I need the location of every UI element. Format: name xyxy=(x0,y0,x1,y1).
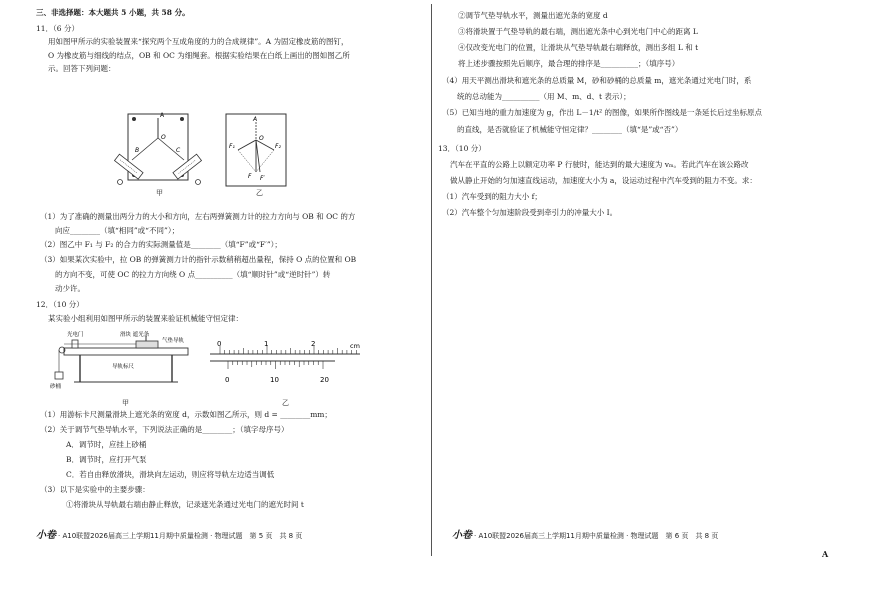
q12-step1: ①将滑块从导轨最右端由静止释放，记录遮光条通过光电门的遮光时间 t xyxy=(66,500,304,509)
q12-option-a: A．调节时，应挂上砂桶 xyxy=(66,440,147,449)
label-B: B xyxy=(135,147,140,154)
footer-logo: 小卷 xyxy=(452,530,472,541)
vernier-tick-label: 10 xyxy=(270,376,279,384)
vernier-tick-label: 0 xyxy=(225,376,230,384)
main-scale xyxy=(220,346,356,354)
caliper-unit: cm xyxy=(350,342,360,350)
q12-option-c: C．若自由释放滑块，滑块向左运动，则应将导轨左边适当调低 xyxy=(66,470,275,479)
q11-intro-line1: 用如图甲所示的实验装置来“探究两个互成角度的力的合成规律”。A 为固定橡皮筋的图钉， xyxy=(48,37,349,46)
q11-fig-yi-caption: 乙 xyxy=(256,189,263,197)
step-2: ②调节气垫导轨水平，测量出遮光条的宽度 d xyxy=(458,11,608,20)
q12-fig-jia-caption: 甲 xyxy=(122,399,129,407)
corner-mark: A xyxy=(822,549,829,559)
label-A: A xyxy=(253,116,258,123)
q12-item2: （2）关于调节气垫导轨水平，下列说法正确的是________；（填字母序号） xyxy=(40,425,289,434)
q12-item4-line1: （4）用天平测出滑块和遮光条的总质量 M，砂和砂桶的总质量 m，遮光条通过光电门时，系 xyxy=(442,76,752,85)
sand-bucket-icon xyxy=(55,372,63,379)
step-order-question: 将上述步骤按照先后顺序，最合理的排序是__________；（填序号） xyxy=(458,59,680,68)
label-air-track: 气垫导轨 xyxy=(162,338,185,344)
slider-icon xyxy=(136,341,158,348)
q11-item1-line2: 向应________（填“相同”或“不同”）； xyxy=(40,226,180,235)
q12-item1: （1）用游标卡尺测量滑块上遮光条的宽度 d，示数如图乙所示，则 d = ________mm； xyxy=(40,410,332,419)
q12-option-b: B．调节时，应打开气泵 xyxy=(66,455,147,464)
board-pin-icon xyxy=(132,117,136,121)
label-slider: 滑块 遮光条 xyxy=(120,332,150,338)
q13-body-line2: 做从静止开始的匀加速直线运动，加速度大小为 a，设运动过程中汽车受到的阻力不变。求： xyxy=(450,176,757,185)
q11-item3-line1: （3）如果某次实验中，拉 OB 的弹簧测力计的指针示数稍稍超出量程，保持 O 点的位置和 OB xyxy=(40,255,357,264)
label-scale: 导轨标尺 xyxy=(112,364,135,370)
q11-item2: （2）图乙中 F₁ 与 F₂ 的合力的实际测量值是________（填“F”或“F′”）； xyxy=(40,240,282,249)
q12-item5-line1: （5）已知当地的重力加速度为 g，作出 L－1/t² 的图像，如果所作图线是一条延长后过坐标原点 xyxy=(442,108,763,117)
main-tick-label: 2 xyxy=(311,340,316,348)
label-bucket: 砂桶 xyxy=(50,384,62,390)
main-tick-label: 0 xyxy=(217,340,222,348)
q11-item3-line2: 的方向不变，可使 OC 的拉力方向绕 O 点__________（填“顺时针”或“逆时针”）转 xyxy=(40,270,331,279)
q11-number: 11．（6 分） xyxy=(36,24,79,33)
label-A: A xyxy=(160,112,165,119)
q11-item3-line3: 动少许。 xyxy=(40,284,85,293)
left-page xyxy=(0,0,430,560)
vernier-tick-label: 20 xyxy=(320,376,329,384)
vernier-caliper-figure xyxy=(200,334,370,394)
label-photogate: 光电门 xyxy=(67,332,84,338)
label-O: O xyxy=(259,135,264,142)
q11-figure-yi xyxy=(222,110,292,190)
q13-part2: （2）汽车整个匀加速阶段受到牵引力的冲量大小 I。 xyxy=(442,208,618,217)
q12-fig-yi-caption: 乙 xyxy=(282,399,289,407)
label-F2: F₂ xyxy=(275,143,281,150)
left-footer xyxy=(36,526,302,541)
q11-figure-jia xyxy=(110,108,210,190)
q11-fig-jia-caption: 甲 xyxy=(156,189,163,197)
label-F: F xyxy=(248,173,252,180)
q12-item4-line2: 统的总动能为__________（用 M、m、d、t 表示）； xyxy=(442,92,631,101)
q11-item1-line1: （1）为了准确的测量出两分力的大小和方向，左右两弹簧测力计的拉力方向与 OB 和 OC 的方 xyxy=(40,212,356,221)
label-C: C xyxy=(176,147,181,154)
main-tick-label: 1 xyxy=(264,340,269,348)
air-track xyxy=(64,348,188,355)
board-pin-icon xyxy=(180,117,184,121)
right-footer xyxy=(452,526,718,541)
right-page xyxy=(432,0,870,560)
q11-intro-line2: O 为橡皮筋与细线的结点，OB 和 OC 为细绳套。根据实验结果在白纸上画出的图如图乙所 xyxy=(48,51,350,60)
q11-intro-line3: 示。回答下列问题： xyxy=(48,64,116,73)
q12-item5-line2: 的直线，是否就验证了机械能守恒定律？________（填“是”或“否”） xyxy=(442,125,683,134)
q13-part1: （1）汽车受到的阻力大小 f； xyxy=(442,192,542,201)
footer-text: · A10联盟2026届高三上学期11月期中质量检测 · 物理试题 第 5 页 共 8 页 xyxy=(58,532,303,540)
footer-text: · A10联盟2026届高三上学期11月期中质量检测 · 物理试题 第 6 页 共 8 页 xyxy=(474,532,719,540)
footer-logo: 小卷 xyxy=(36,530,56,541)
label-O: O xyxy=(161,134,166,141)
section-header: 三、非选择题：本大题共 5 小题，共 58 分。 xyxy=(36,8,190,17)
q12-step-header: （3）以下是实验中的主要步骤： xyxy=(40,485,150,494)
step-3: ③将滑块置于气垫导轨的最右端，测出遮光条中心到光电门中心的距离 L xyxy=(458,27,698,36)
step-4: ④仅改变光电门的位置，让滑块从气垫导轨最右端释放，测出多组 L 和 t xyxy=(458,43,699,52)
q12-number: 12．（10 分） xyxy=(36,300,84,309)
q12-intro: 某实验小组利用如图甲所示的装置来验证机械能守恒定律： xyxy=(48,314,243,323)
label-F1: F₁ xyxy=(229,143,235,150)
q13-number: 13．（10 分） xyxy=(438,144,486,153)
vernier-scale xyxy=(228,361,323,369)
label-F-prime: F′ xyxy=(260,175,265,182)
q13-body-line1: 汽车在平直的公路上以额定功率 P 行驶时，能达到的最大速度为 vₘ。若此汽车在该公路改 xyxy=(450,160,749,169)
q12-apparatus-figure xyxy=(50,328,200,396)
